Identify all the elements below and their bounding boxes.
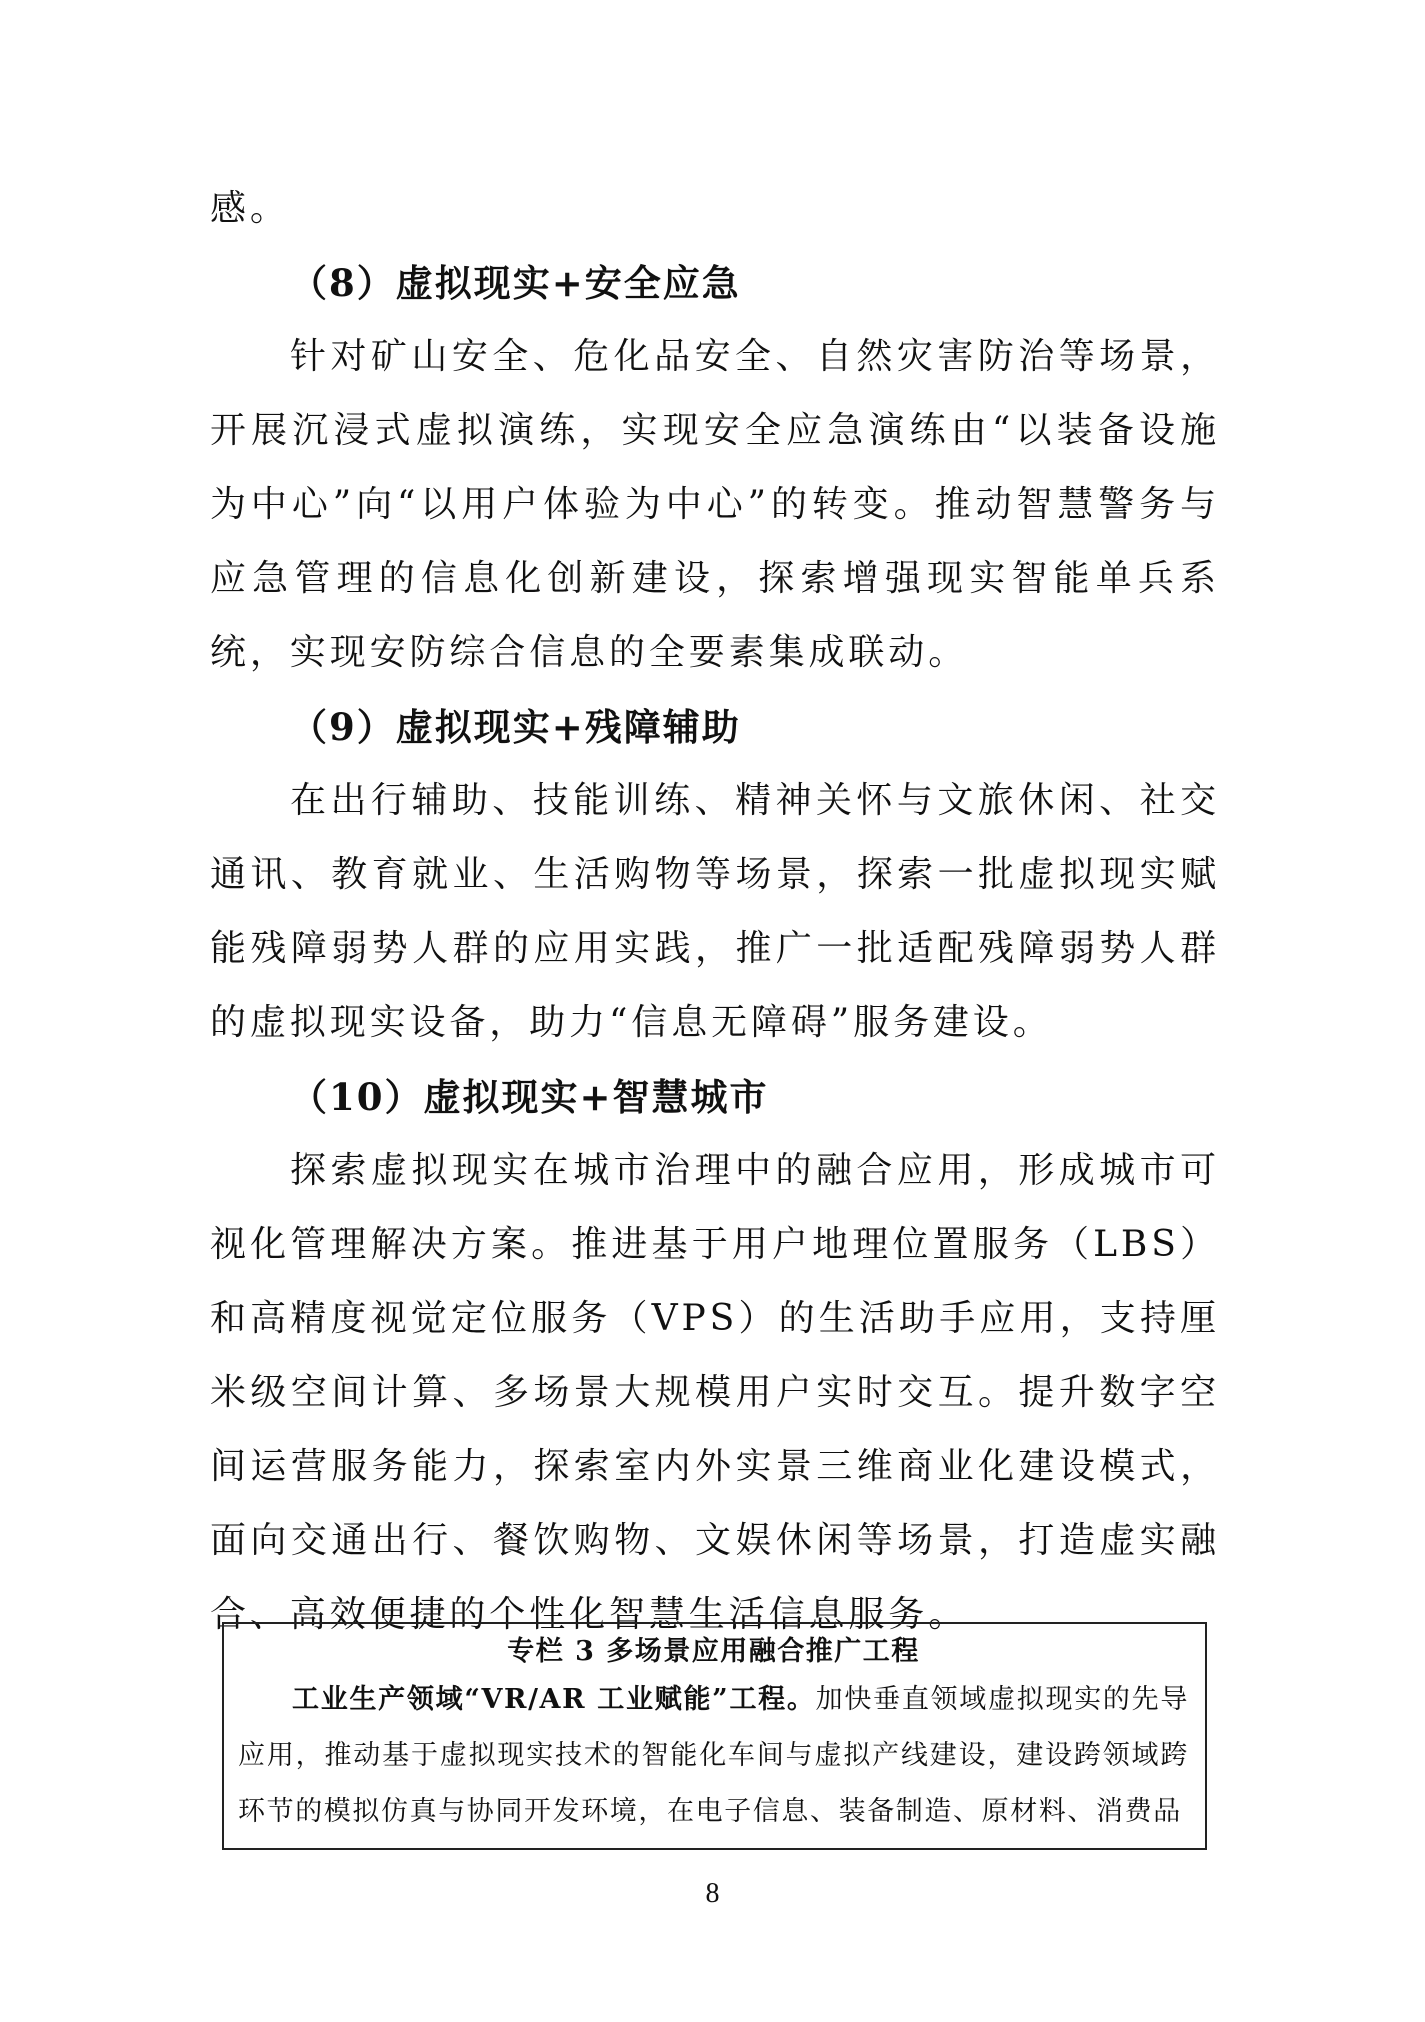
paragraph-continued: 感。 xyxy=(210,188,290,229)
page-number: 8 xyxy=(705,1878,720,1909)
section-heading-10: （10）虚拟现实+智慧城市 xyxy=(290,1075,769,1119)
column-box-title: 专栏 3 多场景应用融合推广工程 xyxy=(507,1636,920,1667)
body-text xyxy=(210,172,1220,1652)
section-heading-8: （8）虚拟现实+安全应急 xyxy=(290,261,741,305)
column-box-body: 加快垂直领域虚拟现实的先导应用，推动基于虚拟现实技术的智能化车间与虚拟产线建设，建设跨领域跨环节的模拟仿真与协同开发环境，在电子信息、装备制造、原材料、消费品 xyxy=(238,1684,1189,1827)
paragraph-disability-assist: 在出行辅助、技能训练、精神关怀与文旅休闲、社交通讯、教育就业、生活购物等场景，探索一批虚拟现实赋能残障弱势人群的应用实践，推广一批适配残障弱势人群的虚拟现实设备，助力“信息无障碍”服务建设。 xyxy=(210,780,1220,1043)
column-box-text xyxy=(238,1672,1189,1840)
paragraph-safety-emergency: 针对矿山安全、危化品安全、自然灾害防治等场景，开展沉浸式虚拟演练，实现安全应急演练由“以装备设施为中心”向“以用户体验为中心”的转变。推动智慧警务与应急管理的信息化创新建设，探索增强现实智能单兵系统，实现安防综合信息的全要素集成联动。 xyxy=(210,336,1220,673)
column-box xyxy=(222,1622,1207,1850)
paragraph-smart-city: 探索虚拟现实在城市治理中的融合应用，形成城市可视化管理解决方案。推进基于用户地理位置服务（LBS）和高精度视觉定位服务（VPS）的生活助手应用，支持厘米级空间计算、多场景大规模用户实时交互。提升数字空间运营服务能力，探索室内外实景三维商业化建设模式，面向交通出行、餐饮购物、文娱休闲等场景，打造虚实融合、高效便捷的个性化智慧生活信息服务。 xyxy=(210,1150,1220,1635)
column-box-lead: 工业生产领域“VR/AR 工业赋能”工程。 xyxy=(292,1684,816,1715)
section-heading-9: （9）虚拟现实+残障辅助 xyxy=(290,705,741,749)
